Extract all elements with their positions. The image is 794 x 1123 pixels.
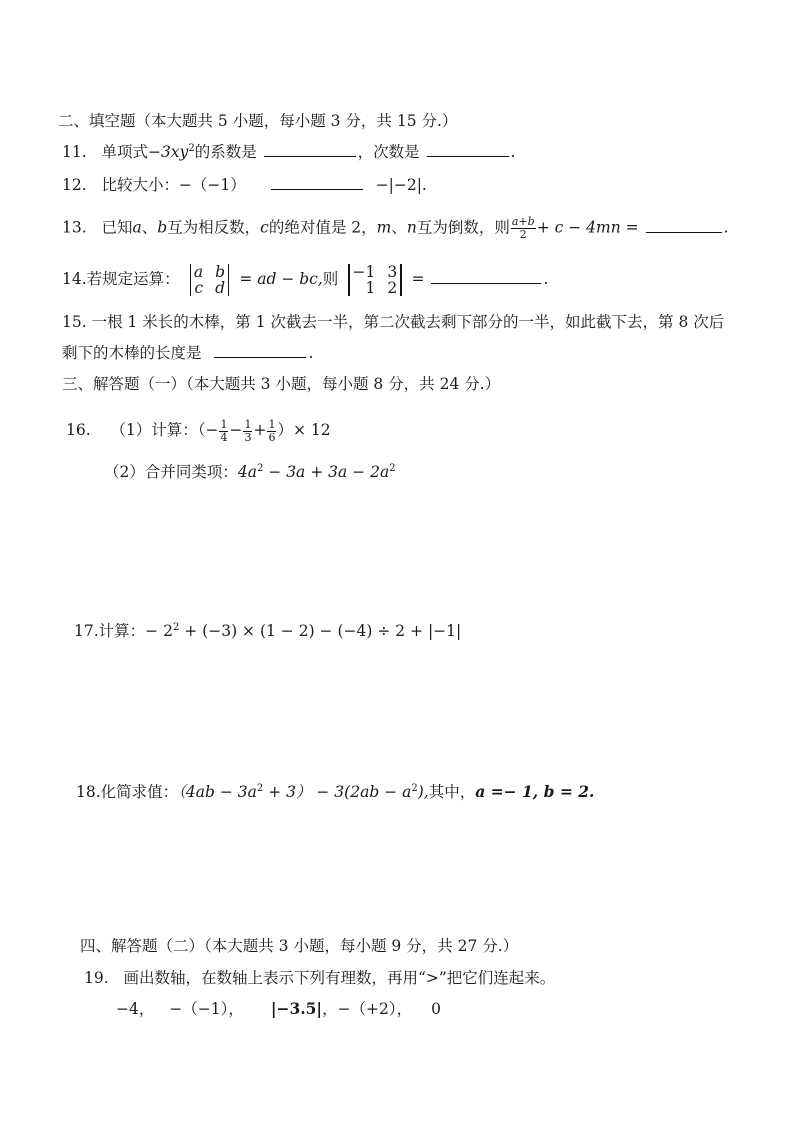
question-11: 11. 单项式$-3xy^2$的系数是 ，次数是 . [62, 143, 516, 161]
answer-blank-compare[interactable] [271, 175, 363, 190]
determinant-numeric: −1 3 1 2 [345, 264, 404, 296]
determinant-definition: a b c d [187, 264, 233, 296]
fraction-one-quarter: $\frac{1}{4}$ [220, 417, 228, 444]
fraction-a-plus-b-over-2: $\frac{a+b}{2}$ [511, 215, 535, 241]
value-item: −4， [116, 1000, 155, 1018]
value-item: |−3.5| [270, 999, 323, 1018]
question-12: 12. 比较大小：−（−1） −|−2|. [62, 176, 427, 194]
section-3-heading: 三、解答题（一）（本大题共 3 小题，每小题 8 分，共 24 分.） [62, 375, 501, 393]
question-16-part-2: （2）合并同类项：$4a^2 - 3a + 3a - 2a^2$ [104, 463, 396, 481]
answer-blank-expression[interactable] [646, 218, 722, 233]
value-item: ，−（+2）， [322, 1000, 413, 1018]
question-17: 17.计算：− $2^2 + (-3) \times (1 - 2) - (-4) \div 2 + |-1|$ [74, 622, 462, 640]
fraction-one-third: $\frac{1}{3}$ [244, 417, 252, 444]
section-4-heading: 四、解答题（二）（本大题共 3 小题，每小题 9 分，共 27 分.） [80, 937, 519, 955]
value-item: −（−1）， [169, 1000, 244, 1018]
question-19-values [116, 998, 441, 1020]
question-13: 13. 已知a、b互为相反数，c的绝对值是 2，m、n互为倒数，则 $\frac{a+b}{2}$ + c − 4mn = . [62, 215, 729, 241]
answer-blank-determinant[interactable] [431, 269, 541, 284]
question-19: 19. 画出数轴，在数轴上表示下列有理数，再用“>”把它们连起来。 [84, 969, 556, 987]
answer-blank-stick-length[interactable] [214, 343, 306, 358]
answer-blank-coefficient[interactable] [264, 142, 356, 157]
question-16-part-1: 16. （1）计算：（− $\frac{1}{4}$ − $\frac{1}{3}$ + $\frac{1}{6}$ ）× 12 [66, 417, 331, 444]
section-2-heading: 二、填空题（本大题共 5 小题，每小题 3 分，共 15 分.） [58, 112, 458, 130]
question-18: 18.化简求值：$(4ab - 3a^2 + 3) - 3(2ab - a^2)$,其中，a =− 1, b = 2. [76, 782, 595, 801]
value-item: 0 [431, 1000, 441, 1018]
question-14: 14.若规定运算： a b c d = ad − bc,则 −1 3 1 2 = . [62, 263, 549, 297]
question-15-line-2: 剩下的木棒的长度是 . [62, 344, 314, 362]
question-15-line-1: 15. 一根 1 米长的木棒，第 1 次截去一半，第二次截去剩下部分的一半，如此截下去，第 8 次后 [62, 313, 725, 331]
answer-blank-degree[interactable] [427, 142, 509, 157]
fraction-one-sixth: $\frac{1}{6}$ [268, 417, 276, 444]
